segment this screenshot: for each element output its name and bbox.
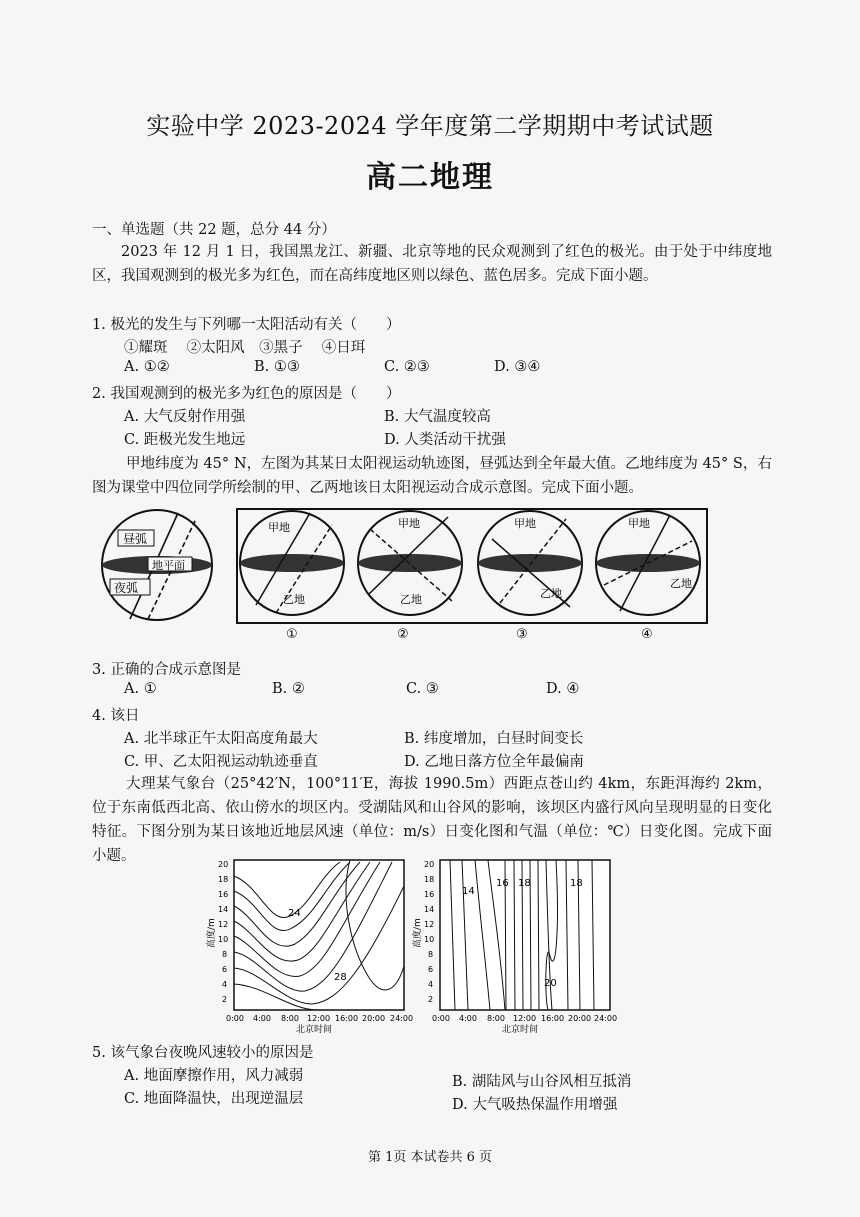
svg-text:10: 10 (218, 935, 229, 944)
subject-title: 高二地理 (366, 160, 494, 195)
horizon-label: 地平面 (152, 559, 185, 572)
svg-text:24:00: 24:00 (390, 1014, 414, 1023)
svg-text:8: 8 (428, 950, 434, 959)
svg-text:10: 10 (424, 935, 435, 944)
contour-figure (200, 856, 620, 1036)
svg-text:20: 20 (218, 860, 229, 869)
q4-option-b: B. 纬度增加，白昼时间变长 (404, 731, 584, 747)
q5-option-c: C. 地面降温快，出现逆温层 (124, 1091, 304, 1107)
wind-yticks (218, 860, 228, 1004)
svg-text:16: 16 (218, 890, 229, 899)
temp-xticks (432, 1014, 617, 1023)
svg-text:14: 14 (218, 905, 229, 914)
svg-text:16:00: 16:00 (541, 1014, 565, 1023)
svg-text:8:00: 8:00 (281, 1014, 299, 1023)
q3-stem: 3. 正确的合成示意图是 (92, 662, 241, 678)
intro-aurora: 2023 年 12 月 1 日，我国黑龙江、新疆、北京等地的民众观测到了红色的极光。由于处于中纬度地区，我国观测到的极光多为红色，而在高纬度地区则以绿色、蓝色居多。完成下面小题。 (92, 244, 772, 284)
composite-diagram-3 (478, 511, 582, 615)
temperature-chart (411, 860, 617, 1035)
wind-speed-chart (205, 860, 413, 1035)
left-sun-path-diagram (102, 510, 212, 620)
composite-diagram-1 (240, 511, 344, 615)
svg-text:6: 6 (428, 965, 434, 974)
svg-text:甲地: 甲地 (628, 517, 650, 530)
q1-option-c: C. ②③ (384, 359, 430, 375)
svg-text:2: 2 (428, 995, 434, 1004)
q2-option-a: A. 大气反射作用强 (124, 409, 246, 425)
exam-title: 实验中学 2023-2024 学年度第二学期期中考试试题 (146, 112, 714, 140)
svg-text:12: 12 (218, 920, 229, 929)
q4-stem: 4. 该日 (92, 708, 140, 724)
q2-stem: 2. 我国观测到的极光多为红色的原因是（ ） (92, 386, 401, 402)
temp-label-18b: 18 (570, 878, 583, 889)
svg-text:16: 16 (424, 890, 435, 899)
svg-text:甲地: 甲地 (268, 521, 290, 534)
svg-text:4: 4 (222, 980, 228, 989)
q1-option-b: B. ①③ (254, 359, 300, 375)
svg-text:16:00: 16:00 (335, 1014, 359, 1023)
svg-text:20: 20 (424, 860, 435, 869)
wind-ylabel: 高度/m (207, 918, 217, 948)
svg-text:甲地: 甲地 (514, 517, 536, 530)
svg-text:4: 4 (428, 980, 434, 989)
svg-text:4:00: 4:00 (253, 1014, 271, 1023)
sun-path-figure (100, 505, 710, 645)
composite-diagram-2 (358, 511, 462, 615)
temp-label-20: 20 (544, 978, 557, 989)
q1-stem: 1. 极光的发生与下列哪一太阳活动有关（ ） (92, 317, 401, 333)
svg-text:18: 18 (218, 875, 229, 884)
svg-text:乙地: 乙地 (283, 593, 305, 606)
svg-text:乙地: 乙地 (540, 587, 562, 600)
svg-text:12:00: 12:00 (307, 1014, 331, 1023)
q3-option-c: C. ③ (406, 681, 439, 697)
temp-label-18a: 18 (518, 878, 531, 889)
diagram-label-1: ① (286, 627, 298, 642)
svg-text:20:00: 20:00 (568, 1014, 592, 1023)
composite-diagram-4 (596, 511, 700, 615)
temp-yticks (424, 860, 434, 1004)
q5-stem: 5. 该气象台夜晚风速较小的原因是 (92, 1045, 314, 1061)
svg-text:14: 14 (424, 905, 435, 914)
svg-text:8: 8 (222, 950, 228, 959)
q5-option-d: D. 大气吸热保温作用增强 (452, 1097, 618, 1113)
svg-text:4:00: 4:00 (459, 1014, 477, 1023)
diagram-label-3: ③ (516, 627, 528, 642)
diagram-label-2: ② (397, 627, 409, 642)
svg-text:24:00: 24:00 (594, 1014, 618, 1023)
intro-sun-path: 甲地纬度为 45° N，左图为其某日太阳视运动轨迹图，昼弧达到全年最大值。乙地纬度为 45° S，右图为课堂中四位同学所绘制的甲、乙两地该日太阳视运动合成示意图。完成下面小题。 (92, 456, 772, 496)
q5-option-a: A. 地面摩擦作用，风力减弱 (124, 1068, 304, 1084)
svg-text:0:00: 0:00 (226, 1014, 244, 1023)
svg-text:甲地: 甲地 (398, 517, 420, 530)
q3-option-a: A. ① (124, 681, 157, 697)
wind-label-24: 24 (288, 908, 301, 919)
svg-text:乙地: 乙地 (400, 593, 422, 606)
svg-text:2: 2 (222, 995, 228, 1004)
day-arc-label: 昼弧 (123, 532, 148, 546)
svg-text:0:00: 0:00 (432, 1014, 450, 1023)
q1-option-a: A. ①② (124, 359, 170, 375)
wind-xticks (226, 1014, 413, 1023)
page-footer: 第 1页 本试卷共 6 页 (367, 1150, 493, 1165)
section-heading: 一、单选题（共 22 题，总分 44 分） (92, 222, 336, 238)
wind-xlabel: 北京时间 (296, 1025, 333, 1035)
svg-text:12: 12 (424, 920, 435, 929)
q2-option-d: D. 人类活动干扰强 (384, 432, 506, 448)
svg-text:乙地: 乙地 (670, 577, 692, 590)
q1-items: ①耀斑 ②太阳风 ③黑子 ④日珥 (124, 340, 366, 356)
q2-option-b: B. 大气温度较高 (384, 409, 491, 425)
diagram-label-4: ④ (641, 627, 653, 642)
q3-option-d: D. ④ (546, 681, 580, 697)
svg-text:12:00: 12:00 (513, 1014, 537, 1023)
q2-option-c: C. 距极光发生地远 (124, 432, 246, 448)
svg-text:18: 18 (424, 875, 435, 884)
q1-option-d: D. ③④ (494, 359, 541, 375)
intro-dali: 大理某气象台（25°42′N，100°11′E，海拔 1990.5m）西距点苍山约 4km，东距洱海约 2km，位于东南低西北高、依山傍水的坝区内。受湖陆风和山谷风的影响，该坝区内盛行风向呈现明显的日变化特征。下图分别为某日该地近地层风速（单位：m/s）日变化图和气温（单位：℃）日变化图。完成下面小题。 (92, 776, 772, 864)
svg-text:20:00: 20:00 (362, 1014, 386, 1023)
q4-option-c: C. 甲、乙太阳视运动轨迹垂直 (124, 754, 318, 770)
temp-ylabel: 高度/m (413, 918, 423, 948)
q5-option-b: B. 湖陆风与山谷风相互抵消 (452, 1074, 632, 1090)
q4-option-a: A. 北半球正午太阳高度角最大 (124, 731, 318, 747)
temp-label-16: 16 (496, 878, 509, 889)
q3-option-b: B. ② (272, 681, 305, 697)
night-arc-label: 夜弧 (114, 581, 139, 595)
svg-text:8:00: 8:00 (487, 1014, 505, 1023)
temp-label-14: 14 (462, 886, 475, 897)
q4-option-d: D. 乙地日落方位全年最偏南 (404, 754, 584, 770)
wind-label-28: 28 (334, 972, 347, 983)
svg-text:6: 6 (222, 965, 228, 974)
temp-xlabel: 北京时间 (502, 1025, 539, 1035)
